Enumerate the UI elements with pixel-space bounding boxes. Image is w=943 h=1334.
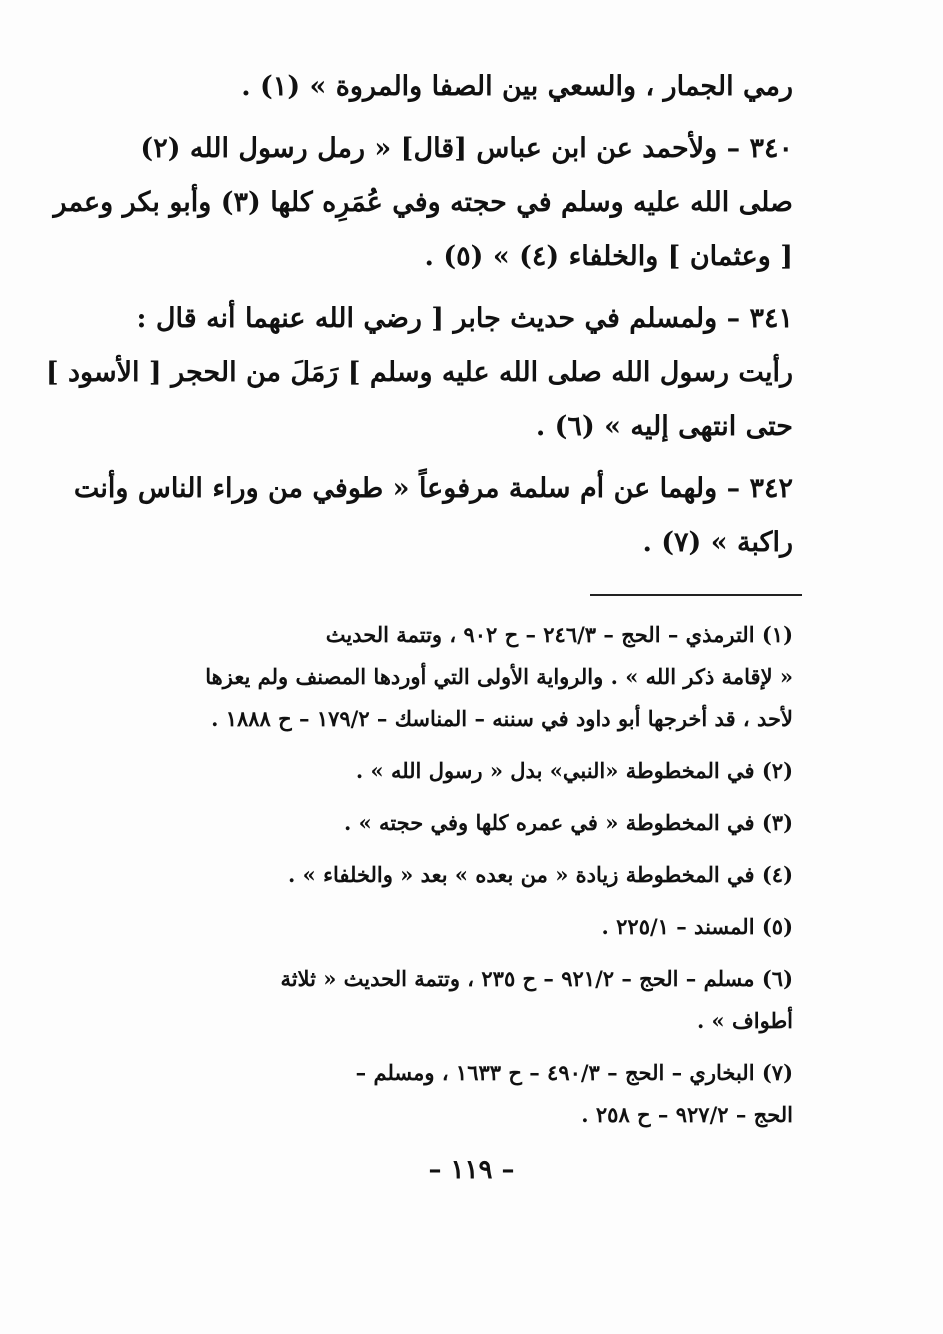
paragraph-341 [45,292,793,454]
footnote-1 [143,614,793,740]
text-line: راكبة » (٧) . [642,527,793,558]
text-line: ٣٤١ – ولمسلم في حديث جابر [ رضي الله عنهما أنه قال : [136,303,793,334]
footnote-line: (٦) مسلم – الحج – ٩٢١/٢ – ح ٢٣٥ ، وتتمة الحديث « ثلاثة [280,966,793,991]
text-line: [ وعثمان ] والخلفاء (٤) » (٥) . [424,241,793,272]
footnote-line: (٣) في المخطوطة « في عمره كلها وفي حجته » . [344,810,793,835]
footnote-line: « لإقامة ذكر الله » . والرواية الأولى التي أوردها المصنف ولم يعزها [205,664,793,689]
footnote-7 [143,1052,793,1136]
footnote-3 [143,802,793,844]
footnote-line: الحج – ٩٢٧/٢ – ح ٢٥٨ . [581,1102,793,1127]
footnote-line: (٢) في المخطوطة «النبي» بدل « رسول الله » . [355,758,793,783]
footnote-line: (١) الترمذي – الحج – ٢٤٦/٣ – ح ٩٠٢ ، وتتمة الحديث [325,622,793,647]
text-line: ٣٤٠ – ولأحمد عن ابن عباس [قال] « رمل رسول الله (٢) [140,133,793,164]
footnote-separator [590,594,802,596]
footnote-6 [143,958,793,1042]
main-text [45,60,793,578]
footnote-4 [143,854,793,896]
footnote-2 [143,750,793,792]
text-line: حتى انتهى إليه » (٦) . [535,411,793,442]
page-number: – ١١٩ – [428,1155,515,1185]
text-line: ٣٤٢ – ولهما عن أم سلمة مرفوعاً « طوفي من وراء الناس وأنت [73,473,793,504]
paragraph-0 [143,60,793,114]
footnote-line: (٥) المسند – ٢٢٥/١ . [601,914,793,939]
footnote-line: أطواف » . [696,1008,793,1033]
paragraph-340 [53,122,793,284]
footnote-5 [143,906,793,948]
text-line: رأيت رسول الله صلى الله عليه وسلم ] رَمَلَ من الحجر [ الأسود ] [45,357,793,388]
footnotes [143,614,793,1146]
text-line: رمي الجمار ، والسعي بين الصفا والمروة » (١) . [241,71,793,102]
paragraph-342 [73,462,793,570]
footnote-line: (٧) البخاري – الحج – ٤٩٠/٣ – ح ١٦٣٣ ، ومسلم – [355,1060,793,1085]
text-line: صلى الله عليه وسلم في حجته وفي عُمَرِه كلها (٣) وأبو بكر وعمر [53,187,793,218]
footnote-line: لأحد ، قد أخرجها أبو داود في سننه – المناسك – ١٧٩/٢ – ح ١٨٨٨ . [211,706,793,731]
footnote-line: (٤) في المخطوطة زيادة « من بعده » بعد « والخلفاء » . [288,862,793,887]
